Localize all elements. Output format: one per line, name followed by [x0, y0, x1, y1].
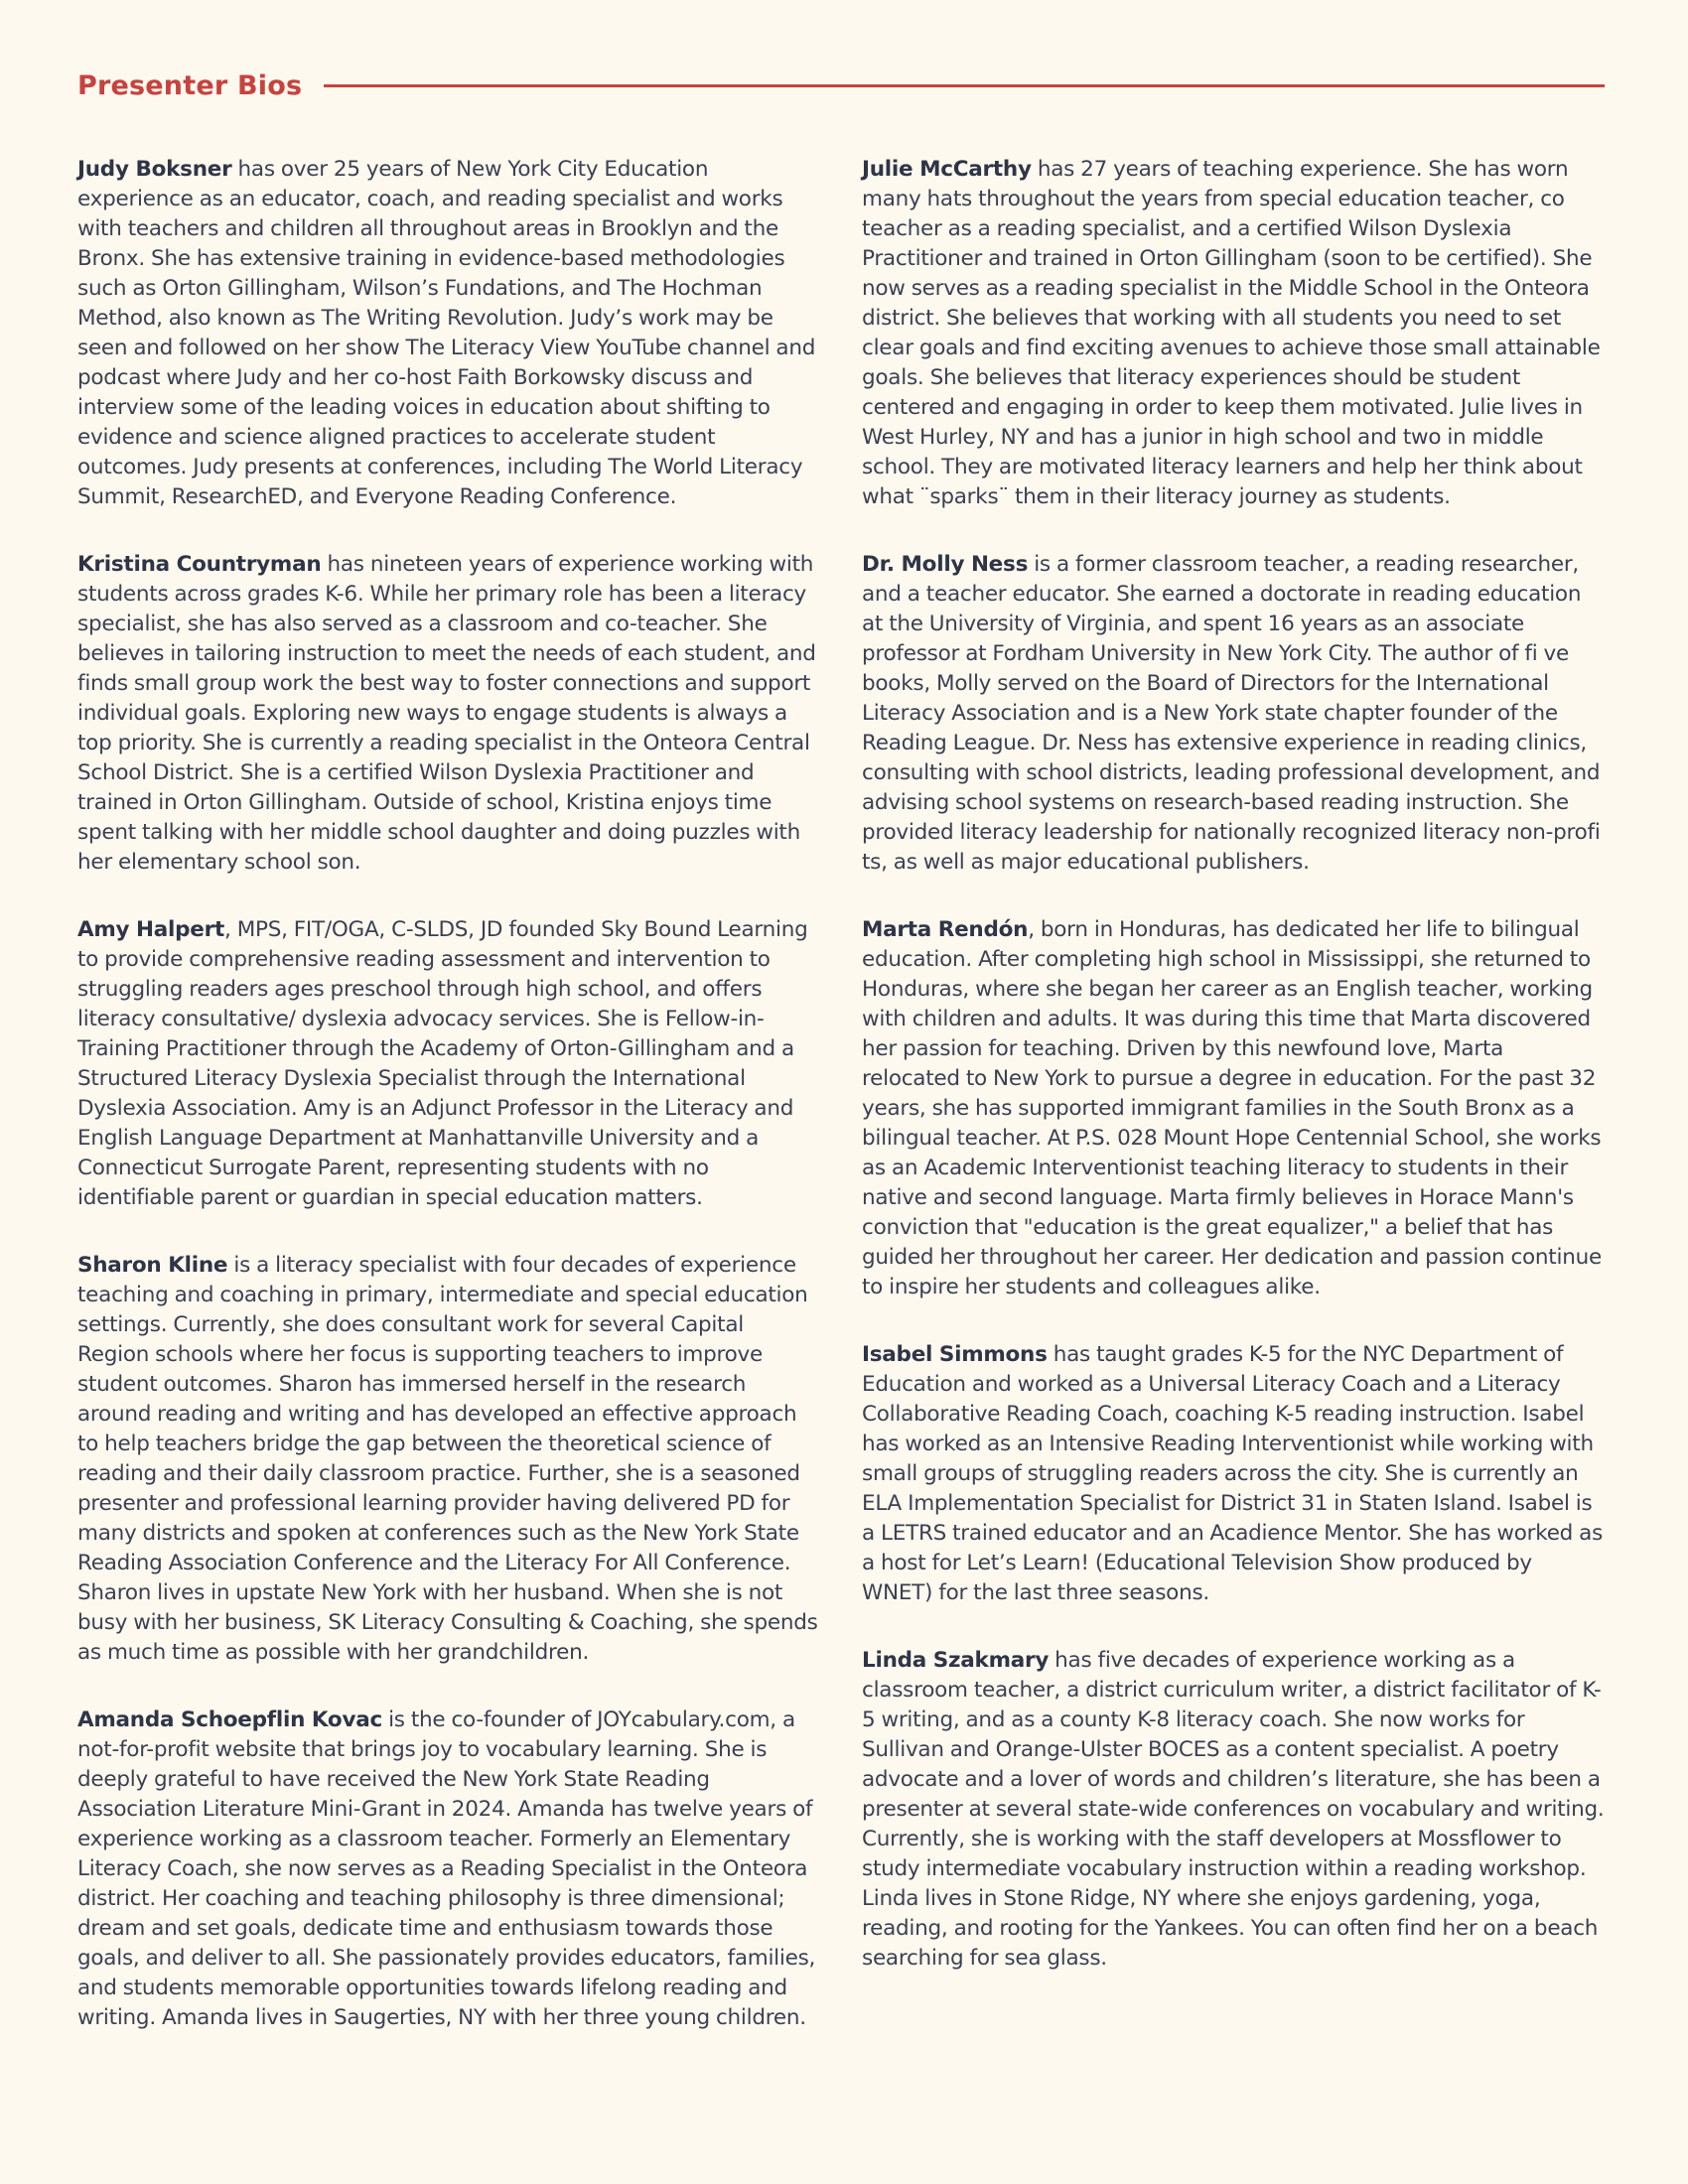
bio-name: Kristina Countryman	[77, 552, 322, 577]
bio-name: Amy Halpert	[77, 917, 225, 942]
bio-name: Julie McCarthy	[862, 157, 1032, 182]
left-column	[77, 155, 820, 2071]
page-header	[77, 64, 1605, 107]
bio-text: is a former classroom teacher, a reading researcher, and a teacher educator. She earned a doctorate in reading education at the University of Virginia, and spent 16 years as an associate professor at Fordham University in New York City. The author of fi ve books, Molly served on the Board of Directors for the International Literacy Association and is a New York state chapter founder of the Reading League. Dr. Ness has extensive experience in reading clinics, consulting with school districts, leading professional development, and advising school systems on research-based reading instruction. She provided literacy leadership for nationally recognized literacy non-profi ts, as well as major educational publishers.	[862, 552, 1601, 875]
bio-kristina-countryman	[77, 550, 820, 878]
bio-name: Sharon Kline	[77, 1253, 228, 1278]
bio-name: Marta Rendón	[862, 917, 1029, 942]
bio-text: has over 25 years of New York City Education experience as an educator, coach, and reading specialist and works with teachers and children all throughout areas in Brooklyn and the Bronx. She has extensive training in evidence-based methodologies such as Orton Gillingham, Wilson’s Fundations, and The Hochman Method, also known as The Writing Revolution. Judy’s work may be seen and followed on her show The Literacy View YouTube channel and podcast where Judy and her co-host Faith Borkowsky discuss and interview some of the leading voices in education about shifting to evidence and science aligned practices to accelerate student outcomes. Judy presents at conferences, including The World Literacy Summit, ResearchED, and Everyone Reading Conference.	[77, 157, 816, 509]
bio-text: has taught grades K-5 for the NYC Department of Education and worked as a Universal Literacy Coach and a Literacy Collaborative Reading Coach, coaching K-5 reading instruction. Isabel has worked as an Intensive Reading Interventionist while working with small groups of struggling readers across the city. She is currently an ELA Implementation Specialist for District 31 in Staten Island. Isabel is a LETRS trained educator and an Acadience Mentor. She has worked as a host for Let’s Learn! (Educational Television Show produced by WNET) for the last three seasons.	[862, 1342, 1604, 1605]
bio-marta-rendon	[862, 915, 1605, 1302]
bio-text: is a literacy specialist with four decades of experience teaching and coaching in primary, intermediate and special education settings. Currently, she does consultant work for several Capital Region schools where her focus is supporting teachers to improve student outcomes. Sharon has immersed herself in the research around reading and writing and has developed an effective approach to help teachers bridge the gap between the theoretical science of reading and their daily classroom practice. Further, she is a seasoned presenter and professional learning provider having delivered PD for many districts and spoken at conferences such as the New York State Reading Association Conference and the Literacy For All Conference. Sharon lives in upstate New York with her husband. When she is not busy with her business, SK Literacy Consulting & Coaching, she spends as much time as possible with her grandchildren.	[77, 1253, 818, 1665]
page-title: Presenter Bios	[77, 69, 303, 101]
bio-julie-mccarthy	[862, 155, 1605, 512]
bio-text: , MPS, FIT/OGA, C-SLDS, JD founded Sky Bound Learning to provide comprehensive reading assessment and intervention to struggling readers ages preschool through high school, and offers literacy consultative/ dyslexia advocacy services. She is Fellow-in-Training Practitioner through the Academy of Orton-Gillingham and a Structured Literacy Dyslexia Specialist through the International Dyslexia Association. Amy is an Adjunct Professor in the Literacy and English Language Department at Manhattanville University and a Connecticut Surrogate Parent, representing students with no identifiable parent or guardian in special education matters.	[77, 917, 808, 1210]
right-column	[862, 155, 1605, 2011]
bio-sharon-kline	[77, 1251, 820, 1668]
bio-text: has five decades of experience working as a classroom teacher, a district curriculum writer, a district facilitator of K-5 writing, and as a county K-8 literacy coach. She now works for Sullivan and Orange-Ulster BOCES as a content specialist. A poetry advocate and a lover of words and children’s literature, she has been a presenter at several state-wide conferences on vocabulary and writing. Currently, she is working with the staff developers at Mossflower to study intermediate vocabulary instruction within a reading workshop. Linda lives in Stone Ridge, NY where she enjoys gardening, yoga, reading, and rooting for the Yankees. You can often find her on a beach searching for sea glass.	[862, 1648, 1605, 1971]
bio-name: Amanda Schoepflin Kovac	[77, 1707, 382, 1732]
bio-name: Judy Boksner	[77, 157, 232, 182]
bio-amy-halpert	[77, 915, 820, 1213]
bio-linda-szakmary	[862, 1646, 1605, 1974]
bio-judy-boksner	[77, 155, 820, 512]
bio-isabel-simmons	[862, 1340, 1605, 1608]
bio-name: Linda Szakmary	[862, 1648, 1050, 1673]
bio-text: has nineteen years of experience working with students across grades K-6. While her primary role has been a literacy specialist, she has also served as a classroom and co-teacher. She believes in tailoring instruction to meet the needs of each student, and finds small group work the best way to foster connections and support individual goals. Exploring new ways to engage students is always a top priority. She is currently a reading specialist in the Onteora Central School District. She is a certified Wilson Dyslexia Practitioner and trained in Orton Gillingham. Outside of school, Kristina enjoys time spent talking with her middle school daughter and doing puzzles with her elementary school son.	[77, 552, 816, 875]
header-rule	[324, 84, 1605, 87]
bio-text: , born in Honduras, has dedicated her life to bilingual education. After completing high school in Mississippi, she returned to Honduras, where she began her career as an English teacher, working with children and adults. It was during this time that Marta discovered her passion for teaching. Driven by this newfound love, Marta relocated to New York to pursue a degree in education. For the past 32 years, she has supported immigrant families in the South Bronx as a bilingual teacher. At P.S. 028 Mount Hope Centennial School, she works as an Academic Interventionist teaching literacy to students in their native and second language. Marta firmly believes in Horace Mann's conviction that "education is the great equalizer," a belief that has guided her throughout her career. Her dedication and passion continue to inspire her students and colleagues alike.	[862, 917, 1602, 1299]
bio-text: is the co-founder of JOYcabulary.com, a not-for-profit website that brings joy to vocabulary learning. She is deeply grateful to have received the New York State Reading Association Literature Mini-Grant in 2024. Amanda has twelve years of experience working as a classroom teacher. Formerly an Elementary Literacy Coach, she now serves as a Reading Specialist in the Onteora district. Her coaching and teaching philosophy is three dimensional; dream and set goals, dedicate time and enthusiasm towards those goals, and deliver to all. She passionately provides educators, families, and students memorable opportunities towards lifelong reading and writing. Amanda lives in Saugerties, NY with her three young children.	[77, 1707, 816, 2030]
bio-name: Isabel Simmons	[862, 1342, 1048, 1367]
bio-name: Dr. Molly Ness	[862, 552, 1029, 577]
bio-molly-ness	[862, 550, 1605, 878]
bio-text: has 27 years of teaching experience. She has worn many hats throughout the years from special education teacher, co teacher as a reading specialist, and a certified Wilson Dyslexia Practitioner and trained in Orton Gillingham (soon to be certified). She now serves as a reading specialist in the Middle School in the Onteora district. She believes that working with all students you need to set clear goals and find exciting avenues to achieve those small attainable goals. She believes that literacy experiences should be student centered and engaging in order to keep them motivated. Julie lives in West Hurley, NY and has a junior in high school and two in middle school. They are motivated literacy learners and help her think about what ¨sparks¨ them in their literacy journey as students.	[862, 157, 1601, 509]
bio-amanda-schoepflin-kovac	[77, 1706, 820, 2033]
